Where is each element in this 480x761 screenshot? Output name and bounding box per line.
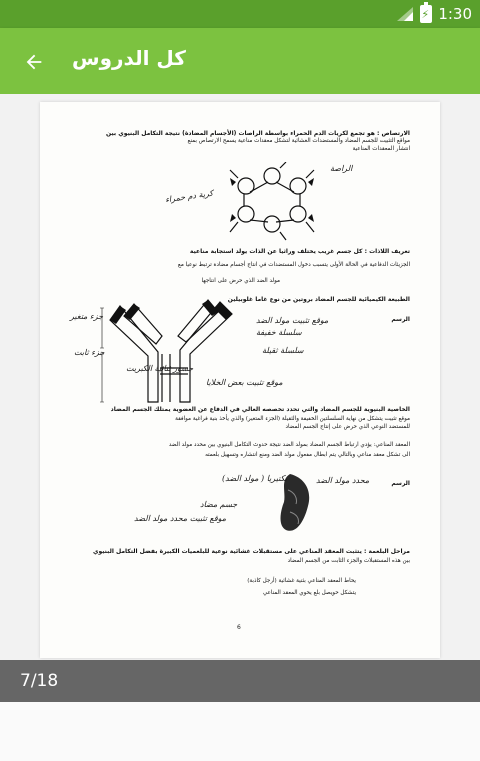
doc-line: الرسم <box>391 316 410 323</box>
back-button[interactable] <box>14 42 54 82</box>
doc-line: للمستضد النوعي الذي حرض على إنتاج الجسم المضاد <box>285 424 410 430</box>
antibody-diagram <box>100 298 250 406</box>
label-light-chain: سلسلة خفيفة <box>256 328 302 337</box>
doc-line: الجزيئات الدفاعية في الحالة الأولى يتسبب دخول المستضدات في انتاج أجسام مضادة ترتبط نوعيا مع <box>177 262 410 268</box>
doc-line: مولد الضد الذي حرض على انتاجها <box>201 278 280 284</box>
doc-line: يحاط المعقد المناعي بثنية غشائية (أرجل كاذبة) <box>247 578 356 584</box>
label-rasa: الراصة <box>330 164 353 173</box>
label-receptor-site: موقع تثبيت بعض الخلايا <box>206 378 283 387</box>
label-variable-part: جزء متغير <box>70 312 104 321</box>
doc-line: بين هذه المستقبلات والجزء الثابت من الجسم المضاد <box>287 558 410 564</box>
label-binding-site: موقع تثبيت مولد الضد <box>256 316 329 325</box>
label-antibody: جسم مضاد <box>200 500 238 509</box>
battery-charging-icon: ⚡ <box>420 5 432 23</box>
document-viewer[interactable] <box>0 94 480 660</box>
signal-icon <box>396 6 414 22</box>
doc-line: مواقع التثبيت للجسم المضاد والمستضدات الغشائية لتشكل معقدات مناعية يسمح الارتصاص بمنع <box>187 138 410 144</box>
label-antigen: محدد مولد الضد <box>316 476 370 485</box>
doc-line: موقع تثبيت يتشكل من نهاية السلسلتين الخفيفة والثقيلة (الجزء المتغير) والذي يأخذ بنية فراغية موافقة <box>175 416 410 422</box>
label-binding-site-2: موقع تثبيت محدد مولد الضد <box>134 514 227 523</box>
label-bacteria: بكتيريا ( مولد الضد) <box>222 474 288 483</box>
doc-line: المعقد المناعي: يؤدي ارتباط الجسم المضاد بمولد الضد نتيجة حدوث التكامل البنيوي بين محدد مولد الضد <box>168 442 410 448</box>
page-indicator-bar <box>0 660 480 702</box>
bottom-empty-area <box>0 702 480 761</box>
doc-line: الخاصية البنيوية للجسم المضاد والتي تحدد تخصصه العالي في الدفاع عن العضوية يمتلك الجسم المضاد <box>110 406 410 413</box>
doc-line: الرسم <box>391 480 410 487</box>
page-counter: 7/18 <box>20 671 59 691</box>
status-bar <box>0 0 480 28</box>
status-icons <box>396 4 472 24</box>
label-disulfide: جسور ثنائية الكبريت <box>126 364 194 373</box>
doc-line: يتشكل حويصل بلع يحوي المعقد المناعي <box>262 590 356 596</box>
document-page <box>40 102 440 658</box>
doc-line: الى تشكل معقد مناعي وبالتالي يتم ابطال مفعول مولد الضد ومنع انتشاره وتسهيل بلعمته <box>205 452 410 458</box>
agglutination-diagram <box>220 162 330 242</box>
app-bar <box>0 28 480 94</box>
arrow-back-icon <box>23 51 45 73</box>
page-title: كل الدروس <box>72 46 186 70</box>
label-heavy-chain: سلسلة ثقيلة <box>262 346 304 355</box>
clock: 1:30 <box>438 5 472 23</box>
doc-line: الطبيعة الكيميائية للجسم المضاد بروتين من نوع غاما غلوبيلين <box>227 296 410 303</box>
label-red-cell: كرية دم حمراء <box>164 188 214 205</box>
label-constant-part: جزء ثابت <box>74 348 105 357</box>
doc-line: الارتصاص : هو تجمع لكريات الدم الحمراء بواسطة الراصات (الأجسام المضادة) نتيجة التكامل البنيوي بين <box>106 130 410 137</box>
doc-line: تعريف اللاذات : كل جسم غريب يختلف وراثيا عن الذات يولد استجابة مناعية <box>189 248 410 255</box>
page-number: 6 <box>237 624 241 631</box>
doc-line: انتشار المعقدات المناعية <box>352 146 410 152</box>
doc-line: مراحل البلعمة : يتثبت المعقد المناعي على مستقبلات غشائية نوعية للبلعميات الكبيرة بفضل التكامل البنيوي <box>92 548 410 555</box>
